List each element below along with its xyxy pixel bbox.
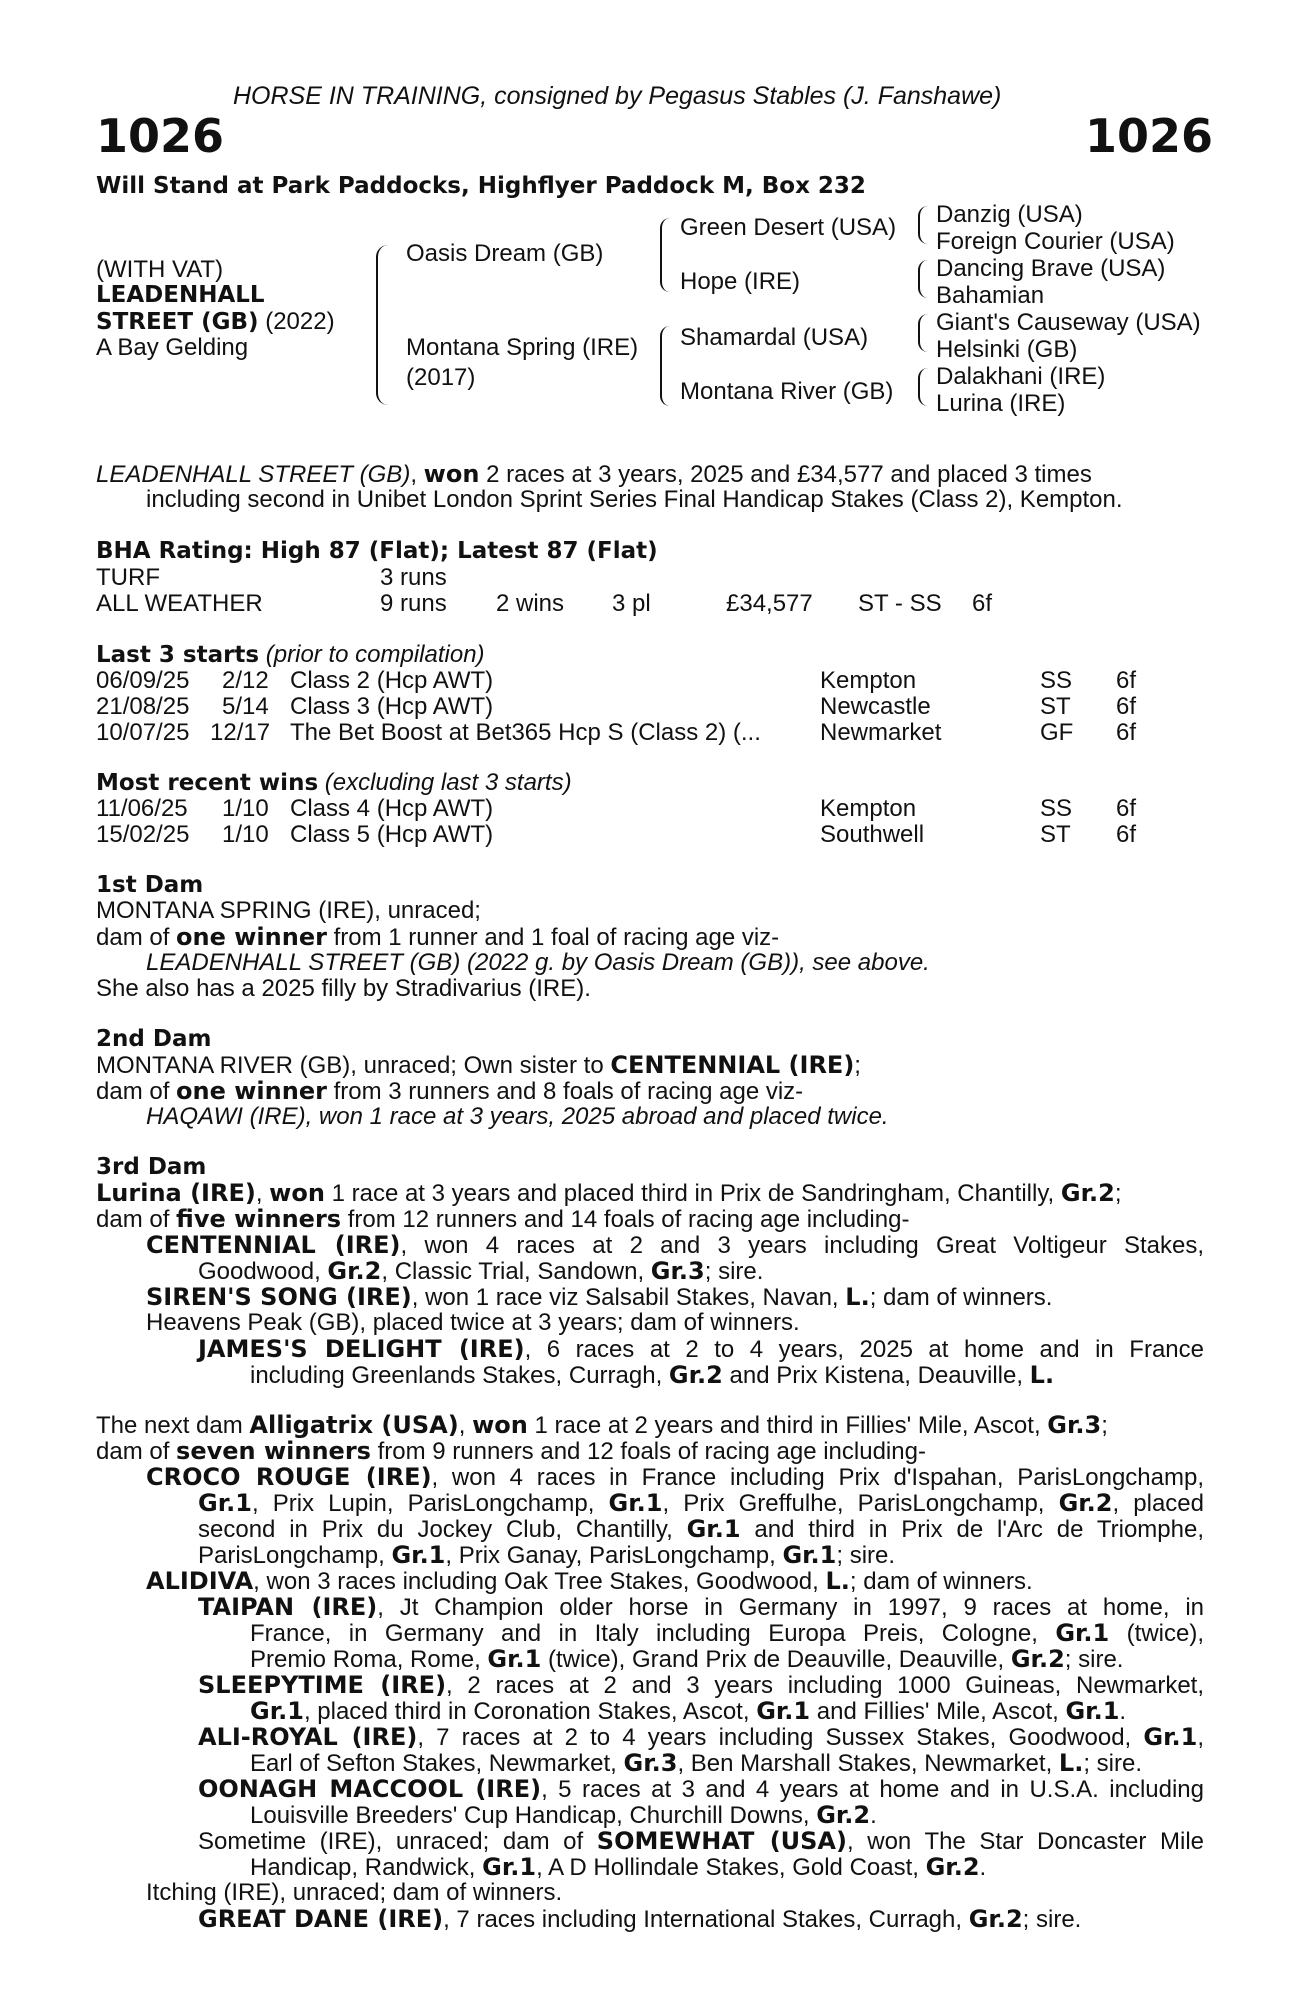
text-bold: Gr.2 [816,1801,871,1829]
james-delight-line-1 [198,1336,1204,1363]
text-bold: won [472,1411,528,1439]
text: . [870,1802,877,1829]
text: Premio Roma, Rome, [250,1646,488,1673]
text: , Ben Marshall Stakes, Newmarket, [677,1750,1059,1777]
text: , placed [1112,1490,1204,1517]
lot-number-left: 1026 [96,109,225,163]
brace-4 [918,206,928,244]
pedigree-sds: Dancing Brave (USA) [936,255,1166,282]
text-bold: Gr.1 [1143,1723,1198,1751]
croco-rouge-line-2 [198,1490,1204,1517]
text-bold: seven winners [176,1437,371,1465]
brace-2 [660,218,670,292]
text: dam of [96,924,177,951]
pedigree-dam-name: Montana Spring (IRE) [406,334,639,361]
text: Louisville Breeders' Cup Handicap, Churchill Downs, [250,1802,817,1829]
text-bold: L. [1058,1749,1084,1777]
taipan-line-2 [250,1620,1204,1647]
consignor-line: HORSE IN TRAINING, consigned by Pegasus Stables (J. Fanshawe) [233,82,1002,110]
row-date: 10/07/25 [96,719,190,746]
row-date: 15/02/25 [96,821,190,848]
summary-line-2: including second in Unibet London Sprint Series Final Handicap Stakes (Class 2), Kempton. [146,486,1123,513]
next-dam-line-1 [96,1412,1108,1439]
pedigree-sss: Danzig (USA) [936,201,1083,228]
first-dam-line-4: She also has a 2025 filly by Stradivarius (IRE). [96,975,591,1002]
first-dam-line-2 [96,924,779,951]
row-course: Southwell [820,821,925,848]
text: , Prix Greffulhe, ParisLongchamp, [662,1490,1059,1517]
rating-title: BHA Rating: High 87 (Flat); Latest 87 (Flat) [96,538,658,564]
text: , 7 races at 2 to 4 years including Sussex Stakes, Goodwood, [417,1724,1144,1751]
recent-heading [96,771,572,795]
row-going: SS [1040,795,1073,822]
third-dam-title: 3rd Dam [96,1154,207,1180]
first-dam-line-1: MONTANA SPRING (IRE), unraced; [96,897,481,924]
recent-note: (excluding last 3 starts) [318,769,572,796]
text: , Jt Champion older horse in Germany in 1997, 9 races at home, in [377,1594,1204,1621]
summary-horse-name: LEADENHALL STREET (GB) [96,461,411,488]
james-delight-line-2 [250,1362,1054,1389]
first-dam-line-3: LEADENHALL STREET (GB) (2022 g. by Oasis Dream (GB)), see above. [146,949,930,976]
horse-year: (2022) [258,308,335,335]
row-race: Class 2 (Hcp AWT) [290,667,494,694]
second-dam-line-3: HAQAWI (IRE), won 1 race at 3 years, 2025 abroad and placed twice. [146,1103,889,1130]
text: 1 race at 2 years and third in Fillies' Mile, Ascot, [527,1412,1048,1439]
text: , Classic Trial, Sandown, [381,1258,651,1285]
row-distance: 6f [1116,667,1137,694]
brace-6 [918,314,928,352]
pedigree-dam-year: (2017) [406,364,476,391]
taipan-line-3 [250,1646,1123,1673]
pedigree-ds: Shamardal (USA) [680,324,869,351]
text-bold: Gr.1 [487,1645,542,1673]
text: , won 4 races at 2 and 3 years including Great Voltigeur Stakes, [400,1232,1204,1259]
brace-7 [918,368,928,406]
text: ; sire. [836,1542,896,1569]
text-bold: TAIPAN (IRE) [198,1593,378,1621]
row-position: 1/10 [222,821,269,848]
text-bold: CENTENNIAL (IRE) [146,1231,401,1259]
next-dam-line-2 [96,1438,926,1465]
text: ; dam of winners. [869,1284,1053,1311]
aw-distance: 6f [972,590,993,617]
text-bold: GREAT DANE (IRE) [198,1905,444,1933]
text-bold: Gr.1 [756,1697,811,1725]
row-going: ST [1040,821,1071,848]
text-bold: Gr.3 [1047,1411,1102,1439]
text-bold: Gr.2 [1010,1645,1065,1673]
text-bold: SLEEPYTIME (IRE) [198,1671,447,1699]
text: dam of [96,1438,177,1465]
row-date: 21/08/25 [96,693,190,720]
text: , 7 races including International Stakes, Curragh, [443,1906,969,1933]
text-bold: Gr.1 [1065,1697,1120,1725]
row-distance: 6f [1116,795,1137,822]
oonagh-line-2 [250,1802,877,1829]
ali-royal-line-2 [250,1750,1142,1777]
text: ; [1114,1180,1122,1207]
row-date: 11/06/25 [96,795,188,822]
text: from 1 runner and 1 foal of racing age viz- [326,924,780,951]
third-dam-line-2 [96,1206,909,1233]
text: , [255,1180,270,1207]
text: Sometime (IRE), unraced; dam of [198,1828,597,1855]
text: . [1119,1698,1127,1725]
row-distance: 6f [1116,693,1137,720]
text: and third in Prix de l'Arc de Triomphe, [740,1516,1204,1543]
aw-runs: 9 runs [380,590,447,617]
text: , won The Star Doncaster Mile [846,1828,1205,1855]
text-bold: SIREN'S SONG (IRE) [146,1283,412,1311]
text: ; sire. [704,1258,764,1285]
row-distance: 6f [1116,821,1137,848]
pedigree-ssd: Foreign Courier (USA) [936,228,1175,255]
ali-royal-line-1 [198,1724,1204,1751]
text: second in Prix du Jockey Club, Chantilly, [198,1516,687,1543]
second-dam-line-1 [96,1052,861,1079]
great-dane-line [198,1906,1081,1933]
alidiva-line [146,1568,1033,1595]
text-bold: won [269,1179,325,1207]
text: , 2 races at 2 and 3 years including 1000 Guineas, Newmarket, [446,1672,1205,1699]
text: ; [1101,1412,1108,1439]
itching-line: Itching (IRE), unraced; dam of winners. [146,1879,563,1906]
text-bold: Gr.2 [668,1361,723,1389]
text-bold: Gr.1 [608,1489,663,1517]
pedigree-ss: Green Desert (USA) [680,214,897,241]
last3-heading [96,643,485,667]
text-bold: Gr.2 [968,1905,1023,1933]
text: and Prix Kistena, Deauville, [722,1362,1030,1389]
text-bold: Gr.1 [782,1541,837,1569]
text-bold: CROCO ROUGE (IRE) [146,1463,432,1491]
sleepytime-line-2 [250,1698,1126,1725]
row-position: 12/17 [210,719,271,746]
row-race: The Bet Boost at Bet365 Hcp S (Class 2) (... [290,719,761,746]
row-going: SS [1040,667,1073,694]
text: MONTANA RIVER (GB), unraced; Own sister to [96,1052,611,1079]
text: , won 4 races in France including Prix d'Ispahan, ParisLongchamp, [431,1464,1204,1491]
sometime-line-1 [198,1828,1204,1855]
pedigree-dds: Dalakhani (IRE) [936,363,1106,390]
text-bold: Gr.1 [198,1489,252,1517]
text-bold: CENTENNIAL (IRE) [610,1051,855,1079]
text: (twice), Grand Prix de Deauville, Deauville, [541,1646,1011,1673]
text: , Prix Lupin, ParisLongchamp, [251,1490,609,1517]
aw-label: ALL WEATHER [96,590,263,617]
text-bold: Gr.2 [327,1257,382,1285]
text-bold: one winner [176,1077,327,1105]
horse-name-line2 [96,310,335,334]
text-bold: Gr.2 [1060,1179,1115,1207]
pedigree-ddd: Lurina (IRE) [936,390,1066,417]
text: Handicap, Randwick, [250,1854,483,1881]
last3-note: (prior to compilation) [259,641,485,668]
text: , 6 races at 2 to 4 years, 2025 at home and in France [524,1336,1204,1363]
summary-rest: 2 races at 3 years, 2025 and £34,577 and placed 3 times [479,461,1092,488]
text: , Prix Ganay, ParisLongchamp, [445,1542,783,1569]
text: 1 race at 3 years and placed third in Prix de Sandringham, Chantilly, [324,1180,1061,1207]
text: ; sire. [1064,1646,1124,1673]
text: , [1197,1724,1204,1751]
row-course: Kempton [820,795,917,822]
second-dam-title: 2nd Dam [96,1026,212,1052]
text-bold: Gr.1 [250,1697,304,1725]
text: (twice), [1109,1620,1205,1647]
pedigree-sd: Hope (IRE) [680,268,801,295]
text: Earl of Sefton Stakes, Newmarket, [250,1750,624,1777]
text-bold: Gr.1 [391,1541,446,1569]
third-dam-line-1 [96,1180,1121,1207]
row-distance: 6f [1116,719,1137,746]
pedigree-sire: Oasis Dream (GB) [406,240,604,267]
row-position: 2/12 [222,667,269,694]
text: from 3 runners and 8 foals of racing age viz- [326,1078,804,1105]
second-dam-line-2 [96,1078,803,1105]
text-bold: Gr.2 [925,1853,980,1881]
croco-rouge-line-3 [198,1516,1204,1543]
text: , won 3 races including Oak Tree Stakes, Goodwood, [253,1568,826,1595]
text-bold: Lurina (IRE) [96,1179,256,1207]
brace-1 [376,245,388,405]
text: , won 1 race viz Salsabil Stakes, Navan, [411,1284,846,1311]
text-bold: SOMEWHAT (USA) [596,1827,847,1855]
pedigree-dd: Montana River (GB) [680,378,894,405]
text-bold: OONAGH MACCOOL (IRE) [198,1775,542,1803]
aw-money: £34,577 [726,590,813,617]
first-dam-title: 1st Dam [96,872,204,898]
text-bold: one winner [176,923,327,951]
summary-line-1: LEADENHALL STREET (GB), won 2 races at 3 years, 2025 and £34,577 and placed 3 times [96,460,1092,488]
sirens-song-line [146,1284,1052,1311]
lot-number-right: 1026 [1085,109,1214,163]
pedigree-sdd: Bahamian [936,282,1045,309]
row-going: GF [1040,719,1074,746]
last3-title: Last 3 starts [96,642,260,668]
brace-3 [660,326,670,406]
text-bold: ALI-ROYAL (IRE) [198,1723,418,1751]
text: ; dam of winners. [849,1568,1033,1595]
text: and Fillies' Mile, Ascot, [810,1698,1066,1725]
row-course: Kempton [820,667,917,694]
row-position: 1/10 [222,795,269,822]
text: from 12 runners and 14 foals of racing age including- [341,1206,910,1233]
row-date: 06/09/25 [96,667,190,694]
text-bold: Gr.1 [482,1853,537,1881]
text: , 5 races at 3 and 4 years at home and in U.S.A. including [541,1776,1205,1803]
location-line: Will Stand at Park Paddocks, Highflyer Paddock M, Box 232 [96,173,866,199]
text: ; sire. [1083,1750,1143,1777]
text-bold: Gr.1 [686,1515,741,1543]
pedigree-dss: Giant's Causeway (USA) [936,309,1201,336]
text: ; [854,1052,861,1079]
text: from 9 runners and 12 foals of racing age including- [370,1438,926,1465]
text-bold: L. [825,1567,850,1595]
text-bold: JAMES'S DELIGHT (IRE) [198,1335,525,1363]
text-bold: Gr.3 [623,1749,678,1777]
aw-placed: 3 pl [612,590,651,617]
text: ParisLongchamp, [198,1542,392,1569]
text: , placed third in Coronation Stakes, Ascot, [303,1698,757,1725]
vat-label: (WITH VAT) [96,256,224,283]
horse-desc: A Bay Gelding [96,334,249,361]
text: The next dam [96,1412,250,1439]
horse-name-text: STREET (GB) [96,309,259,335]
sometime-line-2 [250,1854,986,1881]
summary-won: won [423,460,480,488]
row-course: Newmarket [820,719,942,746]
text: France, in Germany and in Italy including Europa Preis, Cologne, [250,1620,1056,1647]
turf-runs: 3 runs [380,564,447,591]
turf-label: TURF [96,564,160,591]
text: , [458,1412,473,1439]
aw-going: ST - SS [858,590,942,617]
text-bold: Gr.2 [1058,1489,1113,1517]
text-bold: ALIDIVA [146,1567,254,1595]
text: Goodwood, [198,1258,328,1285]
croco-rouge-line-1 [146,1464,1204,1491]
row-race: Class 3 (Hcp AWT) [290,693,494,720]
aw-wins: 2 wins [496,590,565,617]
recent-title: Most recent wins [96,770,319,796]
pedigree-dsd: Helsinki (GB) [936,336,1078,363]
sleepytime-line-1 [198,1672,1204,1699]
text-bold: L. [1029,1361,1055,1389]
text-bold: Gr.3 [650,1257,705,1285]
centennial-line-2 [198,1258,763,1285]
text: ; sire. [1022,1906,1082,1933]
heavens-peak-line: Heavens Peak (GB), placed twice at 3 years; dam of winners. [146,1309,800,1336]
text-bold: Gr.1 [1055,1619,1110,1647]
text-bold: Alligatrix (USA) [249,1411,459,1439]
text: , A D Hollindale Stakes, Gold Coast, [536,1854,926,1881]
text: dam of [96,1206,177,1233]
row-position: 5/14 [222,693,269,720]
croco-rouge-line-4 [198,1542,895,1569]
text: including Greenlands Stakes, Curragh, [250,1362,669,1389]
row-race: Class 4 (Hcp AWT) [290,795,494,822]
row-course: Newcastle [820,693,931,720]
horse-name-line1: LEADENHALL [96,282,265,308]
text: . [979,1854,987,1881]
text: dam of [96,1078,177,1105]
oonagh-line-1 [198,1776,1204,1803]
centennial-line-1 [146,1232,1204,1259]
text-bold: five winners [176,1205,342,1233]
row-race: Class 5 (Hcp AWT) [290,821,494,848]
text-bold: L. [845,1283,870,1311]
taipan-line-1 [198,1594,1204,1621]
row-going: ST [1040,693,1071,720]
brace-5 [918,260,928,298]
